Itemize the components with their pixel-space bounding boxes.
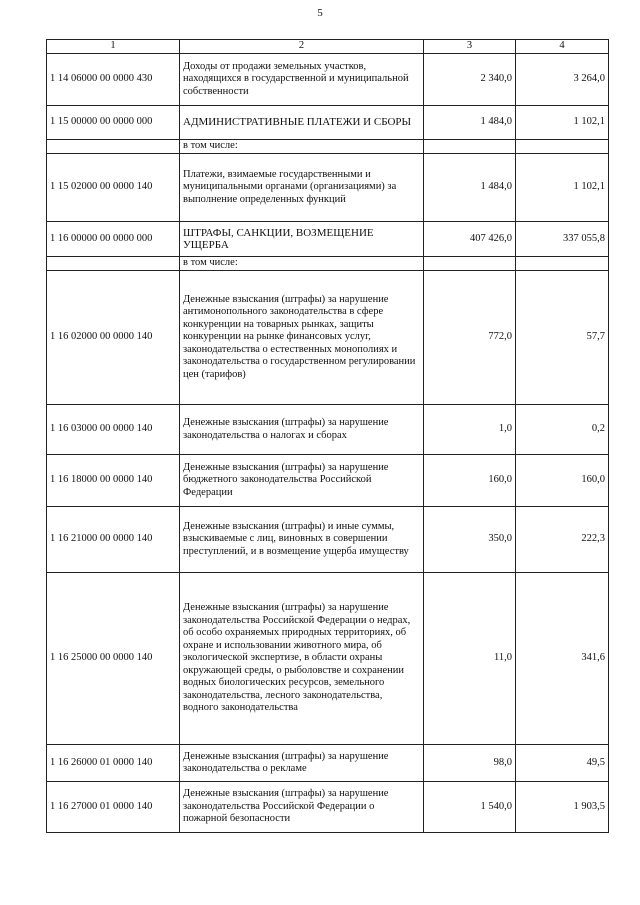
- table-row: [47, 140, 609, 154]
- row-name: в том числе:: [180, 257, 424, 271]
- row-code: 1 16 00000 00 0000 000: [47, 222, 180, 257]
- row-value-col4: 3 264,0: [516, 54, 609, 106]
- row-value-col3: 1 484,0: [424, 154, 516, 222]
- row-value-col3: 407 426,0: [424, 222, 516, 257]
- table-row: [47, 455, 609, 507]
- table-row: [47, 405, 609, 455]
- row-name: в том числе:: [180, 140, 424, 154]
- row-code: 1 16 26000 01 0000 140: [47, 745, 180, 782]
- row-name: Денежные взыскания (штрафы) за нарушение законодательства Российской Федерации о недрах, об особо охраняемых природных территориях, об охране и использовании животного мира, об экологической экспертизе, в области охраны окружающей среды, о рыболовстве и сохранении водных биологических ресурсов, земельного законодательства, лесного законодательства, водного законодательства: [180, 573, 424, 745]
- row-value-col4: 222,3: [516, 507, 609, 573]
- row-code: 1 15 02000 00 0000 140: [47, 154, 180, 222]
- table-row: [47, 271, 609, 405]
- table-row: [47, 573, 609, 745]
- row-code: 1 16 25000 00 0000 140: [47, 573, 180, 745]
- row-name: Денежные взыскания (штрафы) и иные суммы, взыскиваемые с лиц, виновных в совершении преступлений, и в возмещение ущерба имуществу: [180, 507, 424, 573]
- row-value-col3: 11,0: [424, 573, 516, 745]
- table-header-row: [47, 40, 609, 54]
- row-name: ШТРАФЫ, САНКЦИИ, ВОЗМЕЩЕНИЕ УЩЕРБА: [180, 222, 424, 257]
- row-value-col3: 772,0: [424, 271, 516, 405]
- table-row: [47, 507, 609, 573]
- row-code: 1 14 06000 00 0000 430: [47, 54, 180, 106]
- row-value-col3: 1,0: [424, 405, 516, 455]
- row-value-col3: 160,0: [424, 455, 516, 507]
- table-row: [47, 745, 609, 782]
- row-value-col3: 1 484,0: [424, 106, 516, 140]
- row-value-col3: 98,0: [424, 745, 516, 782]
- table-row: [47, 782, 609, 833]
- row-code: 1 16 03000 00 0000 140: [47, 405, 180, 455]
- row-code: 1 15 00000 00 0000 000: [47, 106, 180, 140]
- page-number: 5: [317, 7, 323, 19]
- header-col-3: 3: [424, 40, 516, 54]
- table-row: [47, 257, 609, 271]
- row-value-col3: 350,0: [424, 507, 516, 573]
- table-row: [47, 154, 609, 222]
- row-value-col4: 57,7: [516, 271, 609, 405]
- row-name: Платежи, взимаемые государственными и муниципальными органами (организациями) за выполнение определенных функций: [180, 154, 424, 222]
- row-value-col4: 1 102,1: [516, 154, 609, 222]
- row-value-col3: 2 340,0: [424, 54, 516, 106]
- row-name: Денежные взыскания (штрафы) за нарушение бюджетного законодательства Российской Федерации: [180, 455, 424, 507]
- header-col-4: 4: [516, 40, 609, 54]
- row-code: 1 16 18000 00 0000 140: [47, 455, 180, 507]
- revenue-table: [46, 39, 609, 833]
- row-name: Доходы от продажи земельных участков, находящихся в государственной и муниципальной собственности: [180, 54, 424, 106]
- row-value-col4: 160,0: [516, 455, 609, 507]
- table-row: [47, 54, 609, 106]
- row-name: Денежные взыскания (штрафы) за нарушение законодательства Российской Федерации о пожарной безопасности: [180, 782, 424, 833]
- row-name: АДМИНИСТРАТИВНЫЕ ПЛАТЕЖИ И СБОРЫ: [180, 106, 424, 140]
- header-col-1: 1: [47, 40, 180, 54]
- row-code: [47, 257, 180, 271]
- row-value-col3: [424, 140, 516, 154]
- row-value-col4: 49,5: [516, 745, 609, 782]
- row-value-col3: 1 540,0: [424, 782, 516, 833]
- row-value-col4: 0,2: [516, 405, 609, 455]
- row-value-col4: [516, 257, 609, 271]
- row-value-col4: 1 903,5: [516, 782, 609, 833]
- row-value-col4: [516, 140, 609, 154]
- row-code: 1 16 21000 00 0000 140: [47, 507, 180, 573]
- row-value-col4: 341,6: [516, 573, 609, 745]
- row-value-col4: 337 055,8: [516, 222, 609, 257]
- row-name: Денежные взыскания (штрафы) за нарушение законодательства о рекламе: [180, 745, 424, 782]
- row-code: 1 16 27000 01 0000 140: [47, 782, 180, 833]
- row-value-col4: 1 102,1: [516, 106, 609, 140]
- row-code: 1 16 02000 00 0000 140: [47, 271, 180, 405]
- header-col-2: 2: [180, 40, 424, 54]
- row-code: [47, 140, 180, 154]
- row-name: Денежные взыскания (штрафы) за нарушение антимонопольного законодательства в сфере конкуренции на товарных рынках, защиты конкуренции на рынке финансовых услуг, законодательства о естественных монополиях и законодательства о государственном регулировании цен (тарифов): [180, 271, 424, 405]
- row-value-col3: [424, 257, 516, 271]
- table-row: [47, 222, 609, 257]
- row-name: Денежные взыскания (штрафы) за нарушение законодательства о налогах и сборах: [180, 405, 424, 455]
- table-row: [47, 106, 609, 140]
